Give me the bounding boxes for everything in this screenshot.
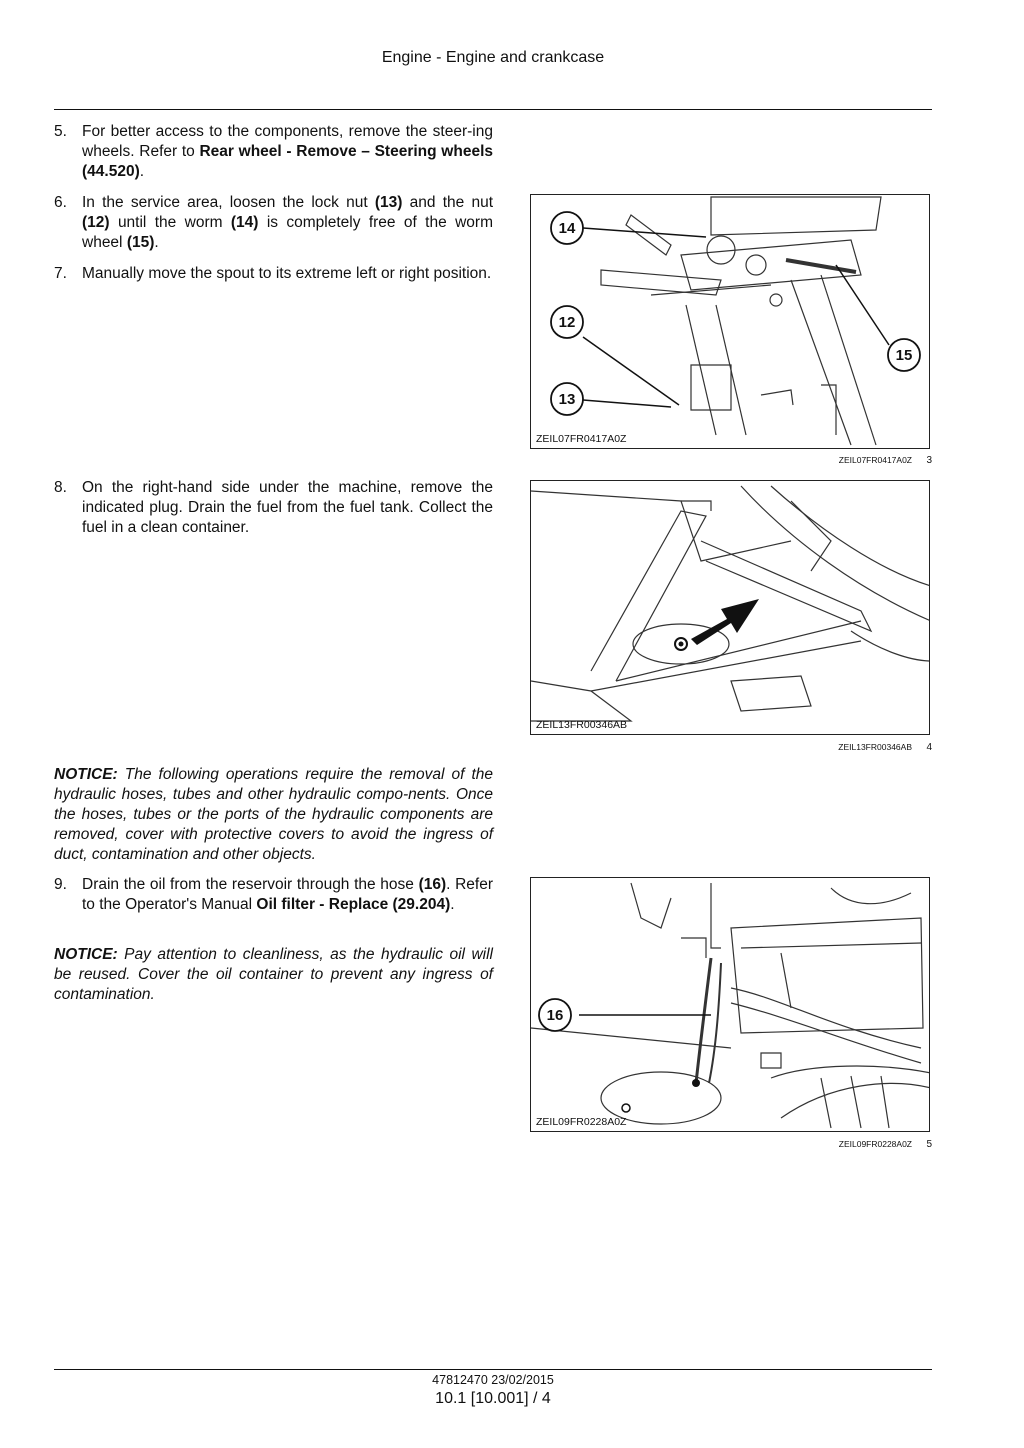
reference-link[interactable]: Oil filter - Replace (29.204) xyxy=(256,896,451,913)
figure-5-caption: ZEIL09FR0228A0Z 5 xyxy=(838,1139,932,1150)
figure-5-code: ZEIL09FR0228A0Z xyxy=(536,1116,627,1128)
figure-3-caption: ZEIL07FR0417A0Z 3 xyxy=(838,455,932,466)
figure-3-image xyxy=(530,194,930,449)
figure-4-code: ZEIL13FR00346AB xyxy=(536,719,628,731)
footer-page-number: 10.1 [10.001] / 4 xyxy=(435,1390,551,1407)
notice-hydraulic-removal: NOTICE: The following operations require the removal of the hydraulic hoses, tubes and other hydraulic compo-nents. Once the hoses, tubes or the ports of the hydraulic components are removed, cover with protective covers to avoid the ingress of duct, contamination and other objects. xyxy=(54,766,493,863)
figure-4-drawing xyxy=(531,481,930,735)
notice-cleanliness: NOTICE: Pay attention to cleanliness, as the hydraulic oil will be reused. Cover the oil container to prevent any ingress of contamination. xyxy=(54,946,493,1003)
step-7: 7. Manually move the spout to its extreme left or right position. xyxy=(54,265,492,282)
step-8: 8. On the right-hand side under the machine, remove the indicated plug. Drain the fuel from the fuel tank. Collect the fuel in a clean container. xyxy=(54,479,493,536)
steps-group-1 xyxy=(54,122,493,284)
figure-5-drawing xyxy=(531,878,930,1132)
reference-link[interactable]: Rear wheel - Remove – Steering wheels (44.520) xyxy=(82,143,493,180)
callout-15: 15 xyxy=(895,347,913,364)
step-5: 5. For better access to the components, remove the steer-ing wheels. Refer to Rear wheel - Remove – Steering wheels (44.520). xyxy=(54,123,493,180)
callout-16: 16 xyxy=(546,1007,564,1024)
figure-4-caption: ZEIL13FR00346AB 4 xyxy=(838,742,932,753)
steps-group-2 xyxy=(54,478,493,538)
footer-rule xyxy=(54,1369,932,1370)
figure-3-drawing xyxy=(531,195,930,449)
callout-14: 14 xyxy=(558,220,576,237)
figure-5-image xyxy=(530,877,930,1132)
figure-3-code: ZEIL07FR0417A0Z xyxy=(536,433,627,445)
page-header-title: Engine - Engine and crankcase xyxy=(381,49,605,66)
header-rule xyxy=(54,109,932,110)
callout-13: 13 xyxy=(558,391,576,408)
callout-12: 12 xyxy=(558,314,576,331)
step-6: 6. In the service area, loosen the lock nut (13) and the nut (12) until the worm (14) is completely free of the worm wheel (15). xyxy=(54,194,494,251)
figure-4-image xyxy=(530,480,930,735)
footer-document-id: 47812470 23/02/2015 xyxy=(432,1373,554,1387)
steps-group-3 xyxy=(54,875,493,915)
step-9: 9. Drain the oil from the reservoir through the hose (16). Refer to the Operator's Manual Oil filter - Replace (29.204). xyxy=(54,876,494,913)
